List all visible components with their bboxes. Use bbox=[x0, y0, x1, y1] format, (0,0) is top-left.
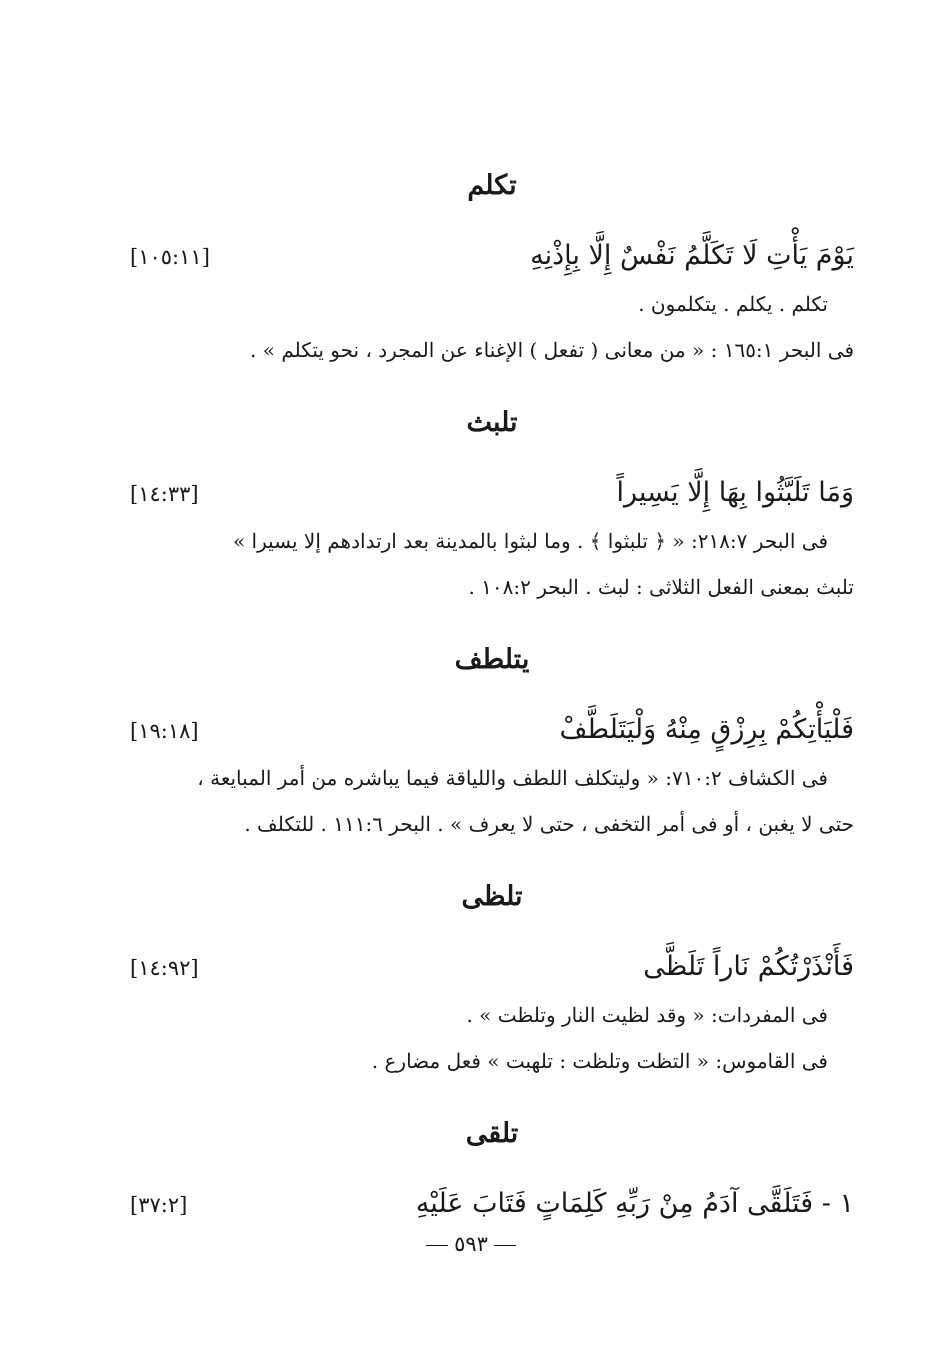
verse-text: ١ - فَتَلَقَّى آدَمُ مِنْ رَبِّهِ كَلِمَاتٍ فَتَابَ عَلَيْهِ bbox=[415, 1188, 854, 1219]
verse-row bbox=[130, 469, 854, 518]
page-number-dash bbox=[494, 1245, 516, 1246]
verse-row bbox=[130, 706, 854, 755]
entry-text-line: فى البحر ٢١٨:٧: « ﴿ تلبثوا ﴾ . وما لبثوا بالمدينة بعد ارتدادهم إلا يسيرا » bbox=[232, 529, 828, 553]
verse-text: فَلْيَأْتِكُمْ بِرِزْقٍ مِنْهُ وَلْيَتَلَطَّفْ bbox=[559, 714, 854, 745]
page-number-text: ٥٩٣ bbox=[454, 1232, 488, 1256]
entry-text-line: حتى لا يغبن ، أو فى أمر التخفى ، حتى لا يعرف » . البحر ١١١:٦ . للتكلف . bbox=[244, 812, 854, 836]
verse-reference: [١٤:٩٢] bbox=[130, 956, 199, 980]
entry-title: يتلطف bbox=[454, 644, 530, 675]
entry-takallam bbox=[130, 166, 854, 373]
entry-text-line: فى المفردات: « وقد لظيت النار وتلظت » . bbox=[466, 1003, 828, 1027]
entry-title: تلبث bbox=[466, 407, 518, 438]
entry-talazza bbox=[130, 877, 854, 1084]
entry-title: تلقى bbox=[465, 1118, 519, 1149]
entry-text-line: تكلم . يكلم . يتكلمون . bbox=[638, 292, 828, 316]
entry-talaqqa bbox=[130, 1114, 854, 1229]
page-number-dash bbox=[426, 1245, 448, 1246]
entry-talabbath bbox=[130, 403, 854, 610]
entry-text-line: فى الكشاف ٧١٠:٢: « وليتكلف اللطف واللياقة فيما يباشره من أمر المبايعة ، bbox=[197, 766, 828, 790]
entry-title: تكلم bbox=[467, 170, 517, 201]
verse-reference: [١٠٥:١١] bbox=[130, 245, 210, 269]
entry-text-line: فى القاموس: « التظت وتلظت : تلهبت » فعل مضارع . bbox=[371, 1049, 828, 1073]
verse-text: وَمَا تَلَبَّثُوا بِهَا إِلَّا يَسِيراً bbox=[616, 477, 854, 508]
entry-text-line: فى البحر ١٦٥:١ : « من معانى ( تفعل ) الإغناء عن المجرد ، نحو يتكلم » . bbox=[250, 338, 854, 362]
page-number bbox=[0, 1232, 942, 1256]
entry-yatalattaf bbox=[130, 640, 854, 847]
verse-text: فَأَنْذَرْتُكُمْ نَاراً تَلَظَّى bbox=[643, 951, 854, 982]
verse-reference: [١٤:٣٣] bbox=[130, 482, 199, 506]
entry-title: تلظى bbox=[461, 881, 523, 912]
dictionary-content bbox=[130, 166, 854, 1259]
verse-reference: [١٩:١٨] bbox=[130, 719, 199, 743]
verse-text: يَوْمَ يَأْتِ لَا تَكَلَّمُ نَفْسٌ إِلَّا بِإِذْنِهِ bbox=[530, 240, 854, 271]
verse-row bbox=[130, 943, 854, 992]
verse-row bbox=[130, 1180, 854, 1229]
entry-text-line: تلبث بمعنى الفعل الثلاثى : لبث . البحر ١٠٨:٢ . bbox=[468, 575, 854, 599]
verse-row bbox=[130, 232, 854, 281]
verse-reference: [٣٧:٢] bbox=[130, 1193, 188, 1217]
